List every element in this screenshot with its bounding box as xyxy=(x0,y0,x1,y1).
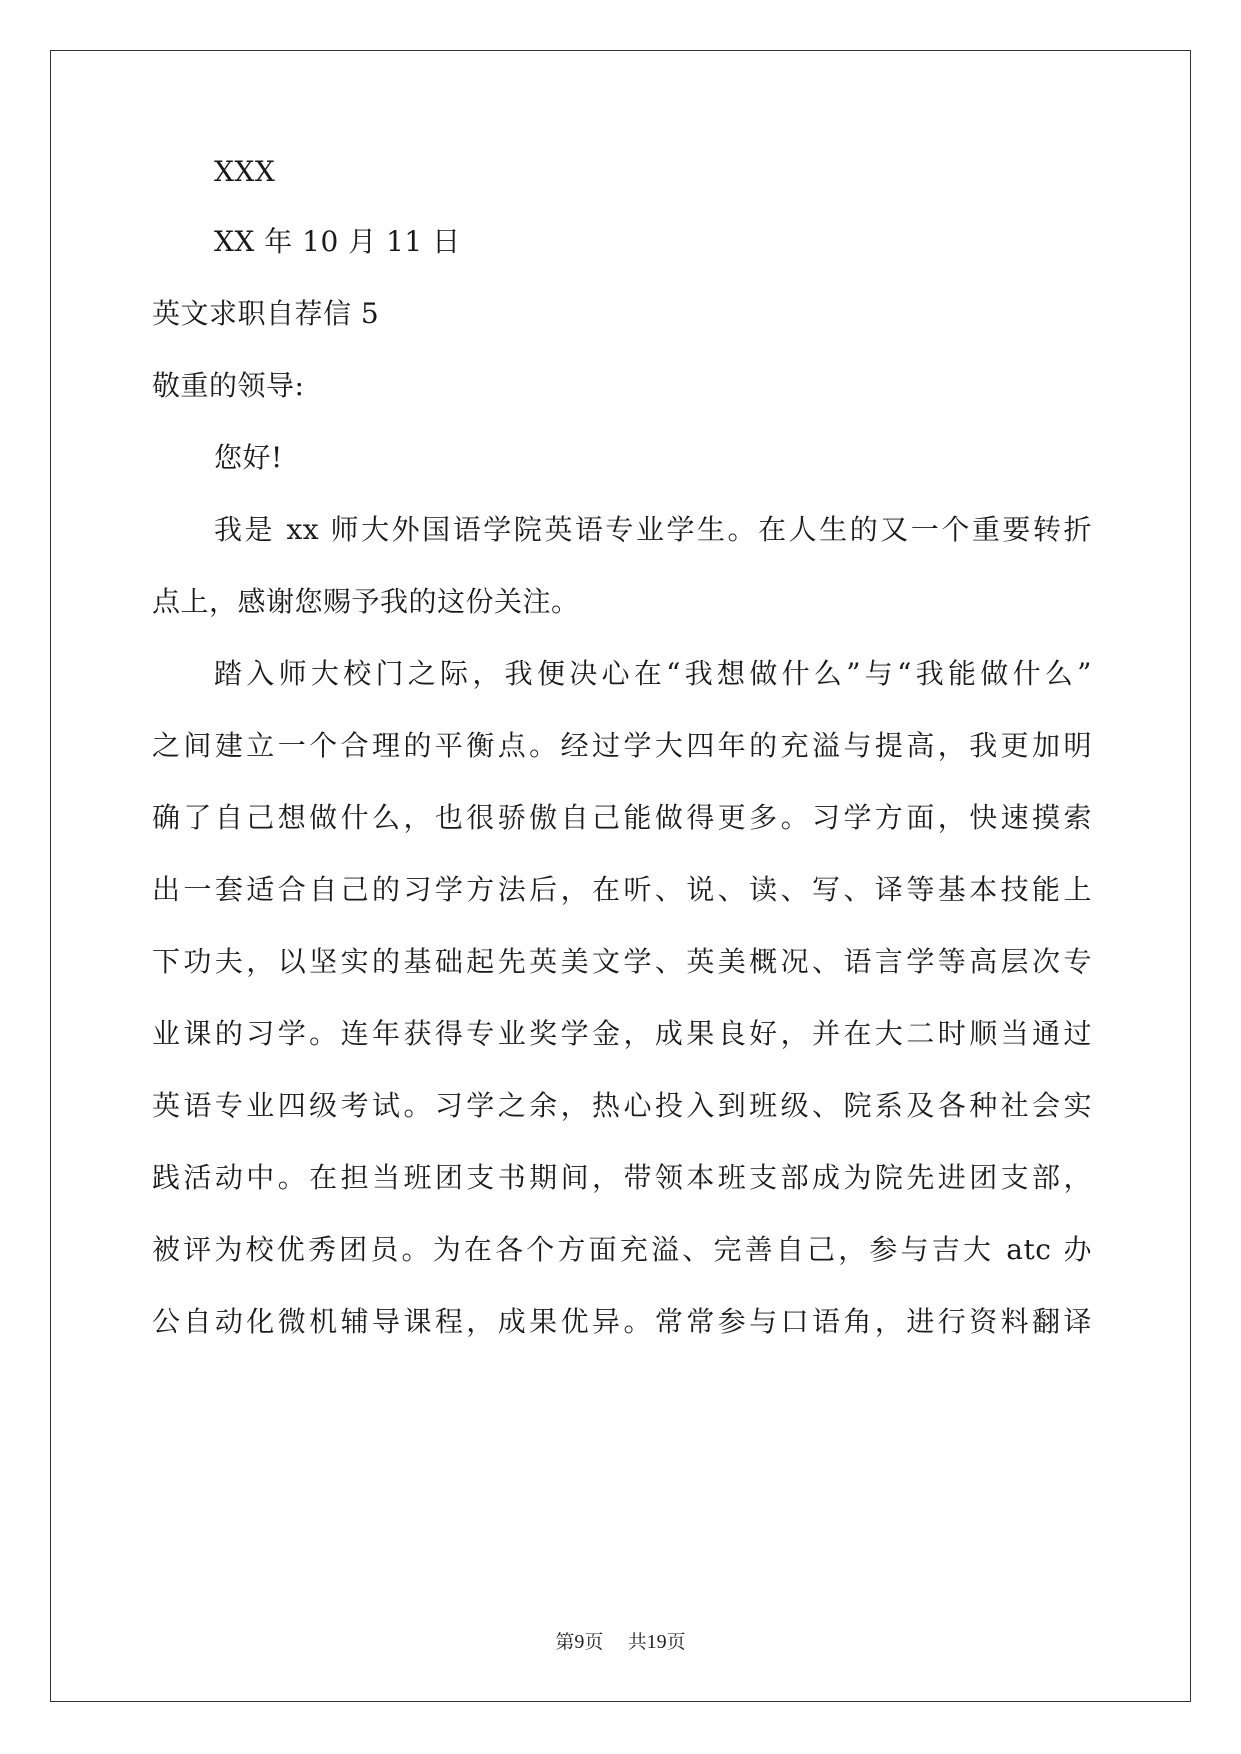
paragraph2-line: 公自动化微机辅导课程，成果优异。常常参与口语角，进行资料翻译 xyxy=(152,1305,1092,1338)
total-label-suffix: 页 xyxy=(666,1631,686,1653)
paragraph2-line: 踏入师大校门之际，我便决心在“我想做什么”与“我能做什么” xyxy=(214,657,1092,690)
section-heading: 英文求职自荐信 5 xyxy=(152,297,380,330)
paragraph1-line: 我是 xx 师大外国语学院英语专业学生。在人生的又一个重要转折 xyxy=(214,513,1092,546)
signature-date: XX 年 10 月 11 日 xyxy=(214,225,461,258)
greeting: 您好! xyxy=(214,441,283,474)
page-label-suffix: 页 xyxy=(584,1631,604,1653)
paragraph2-line: 之间建立一个合理的平衡点。经过学大四年的充溢与提高，我更加明 xyxy=(152,729,1092,762)
signature-name: XXX xyxy=(214,155,276,188)
paragraph2-line: 业课的习学。连年获得专业奖学金，成果良好，并在大二时顺当通过 xyxy=(152,1017,1092,1050)
paragraph2-line: 被评为校优秀团员。为在各个方面充溢、完善自己，参与吉大 atc 办 xyxy=(152,1233,1092,1266)
total-label-prefix: 共 xyxy=(627,1631,647,1653)
page-number: 9 xyxy=(574,1631,585,1653)
paragraph2-line: 英语专业四级考试。习学之余，热心投入到班级、院系及各种社会实 xyxy=(152,1089,1092,1122)
paragraph2-line: 确了自己想做什么，也很骄傲自己能做得更多。习学方面，快速摸索 xyxy=(152,801,1092,834)
paragraph2-line: 出一套适合自己的习学方法后，在听、说、读、写、译等基本技能上 xyxy=(152,873,1092,906)
salutation: 敬重的领导: xyxy=(152,369,305,402)
page-label-prefix: 第 xyxy=(555,1631,575,1653)
total-pages: 19 xyxy=(646,1631,667,1653)
paragraph1-line: 点上，感谢您赐予我的这份关注。 xyxy=(152,585,580,618)
page-footer xyxy=(0,1630,1241,1654)
paragraph2-line: 践活动中。在担当班团支书期间，带领本班支部成为院先进团支部， xyxy=(152,1161,1092,1194)
paragraph2-line: 下功夫，以坚实的基础起先英美文学、英美概况、语言学等高层次专 xyxy=(152,945,1092,978)
